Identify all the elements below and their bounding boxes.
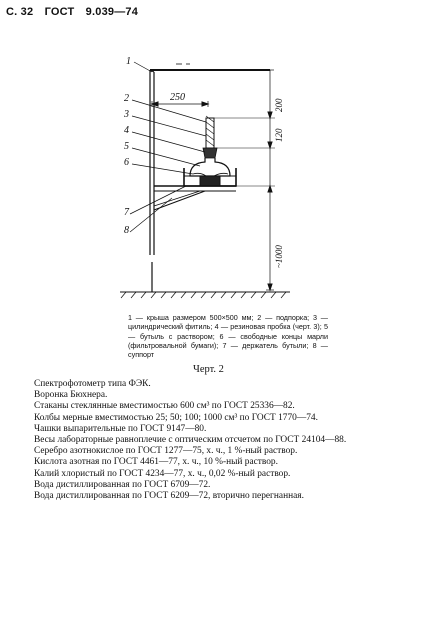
page-number: С. 32 — [6, 6, 34, 18]
list-item: Колбы мерные вместимостью 25; 50; 100; 1000 см³ по ГОСТ 1770—74. — [34, 412, 318, 423]
callout-4: 4 — [124, 125, 129, 136]
callout-8: 8 — [124, 225, 129, 236]
list-item: Кислота азотная по ГОСТ 4461—77, х. ч., 10 %-ный раствор. — [34, 457, 278, 468]
standard-number: 9.039—74 — [85, 6, 139, 18]
rubber-stopper — [203, 148, 217, 158]
dimension-1000: ~1000 — [274, 245, 284, 268]
list-item: Чашки выпарительные по ГОСТ 9147—80. — [34, 423, 207, 434]
callout-5: 5 — [124, 141, 129, 152]
list-item: Калий хлористый по ГОСТ 4234—77, х. ч., 0,02 %-ный раствор. — [34, 468, 291, 479]
callout-3: 3 — [124, 109, 129, 120]
list-item: Вода дистиллированная по ГОСТ 6209—72, вторично перегнанная. — [34, 491, 304, 502]
apparatus-drawing — [0, 0, 424, 310]
figure-label: Черт. 2 — [193, 364, 224, 375]
callout-2: 2 — [124, 93, 129, 104]
materials-list — [34, 379, 414, 502]
list-item: Серебро азотнокислое по ГОСТ 1277—75, х. ч., 1 %-ный раствор. — [34, 446, 298, 457]
figure-caption: 1 — крыша размером 500×500 мм; 2 — подпорка; 3 — цилиндрический фитиль; 4 — резиновая пробка (черт. 3); 5 — бутыль с раствором; 6 — свободные концы марли (фильтровальной бумаги); 7 — держатель бутыли; 8 — суппорт — [128, 313, 328, 360]
list-item: Стаканы стеклянные вместимостью 600 см³ по ГОСТ 25336—82. — [34, 401, 295, 412]
callout-7: 7 — [124, 207, 129, 218]
list-item: Вода дистиллированная по ГОСТ 6709—72. — [34, 479, 211, 490]
dimension-200: 200 — [274, 98, 284, 112]
list-item: Спектрофотометр типа ФЭК. — [34, 379, 151, 389]
callout-1: 1 — [126, 56, 131, 67]
callout-6: 6 — [124, 157, 129, 168]
dimension-250: 250 — [170, 92, 185, 103]
standard-label: ГОСТ — [44, 6, 75, 18]
list-item: Весы лабораторные равноплечие с оптическим отсчетом по ГОСТ 24104—88. — [34, 435, 347, 446]
dimension-120: 120 — [274, 128, 284, 142]
list-item: Воронка Бюхнера. — [34, 390, 108, 401]
